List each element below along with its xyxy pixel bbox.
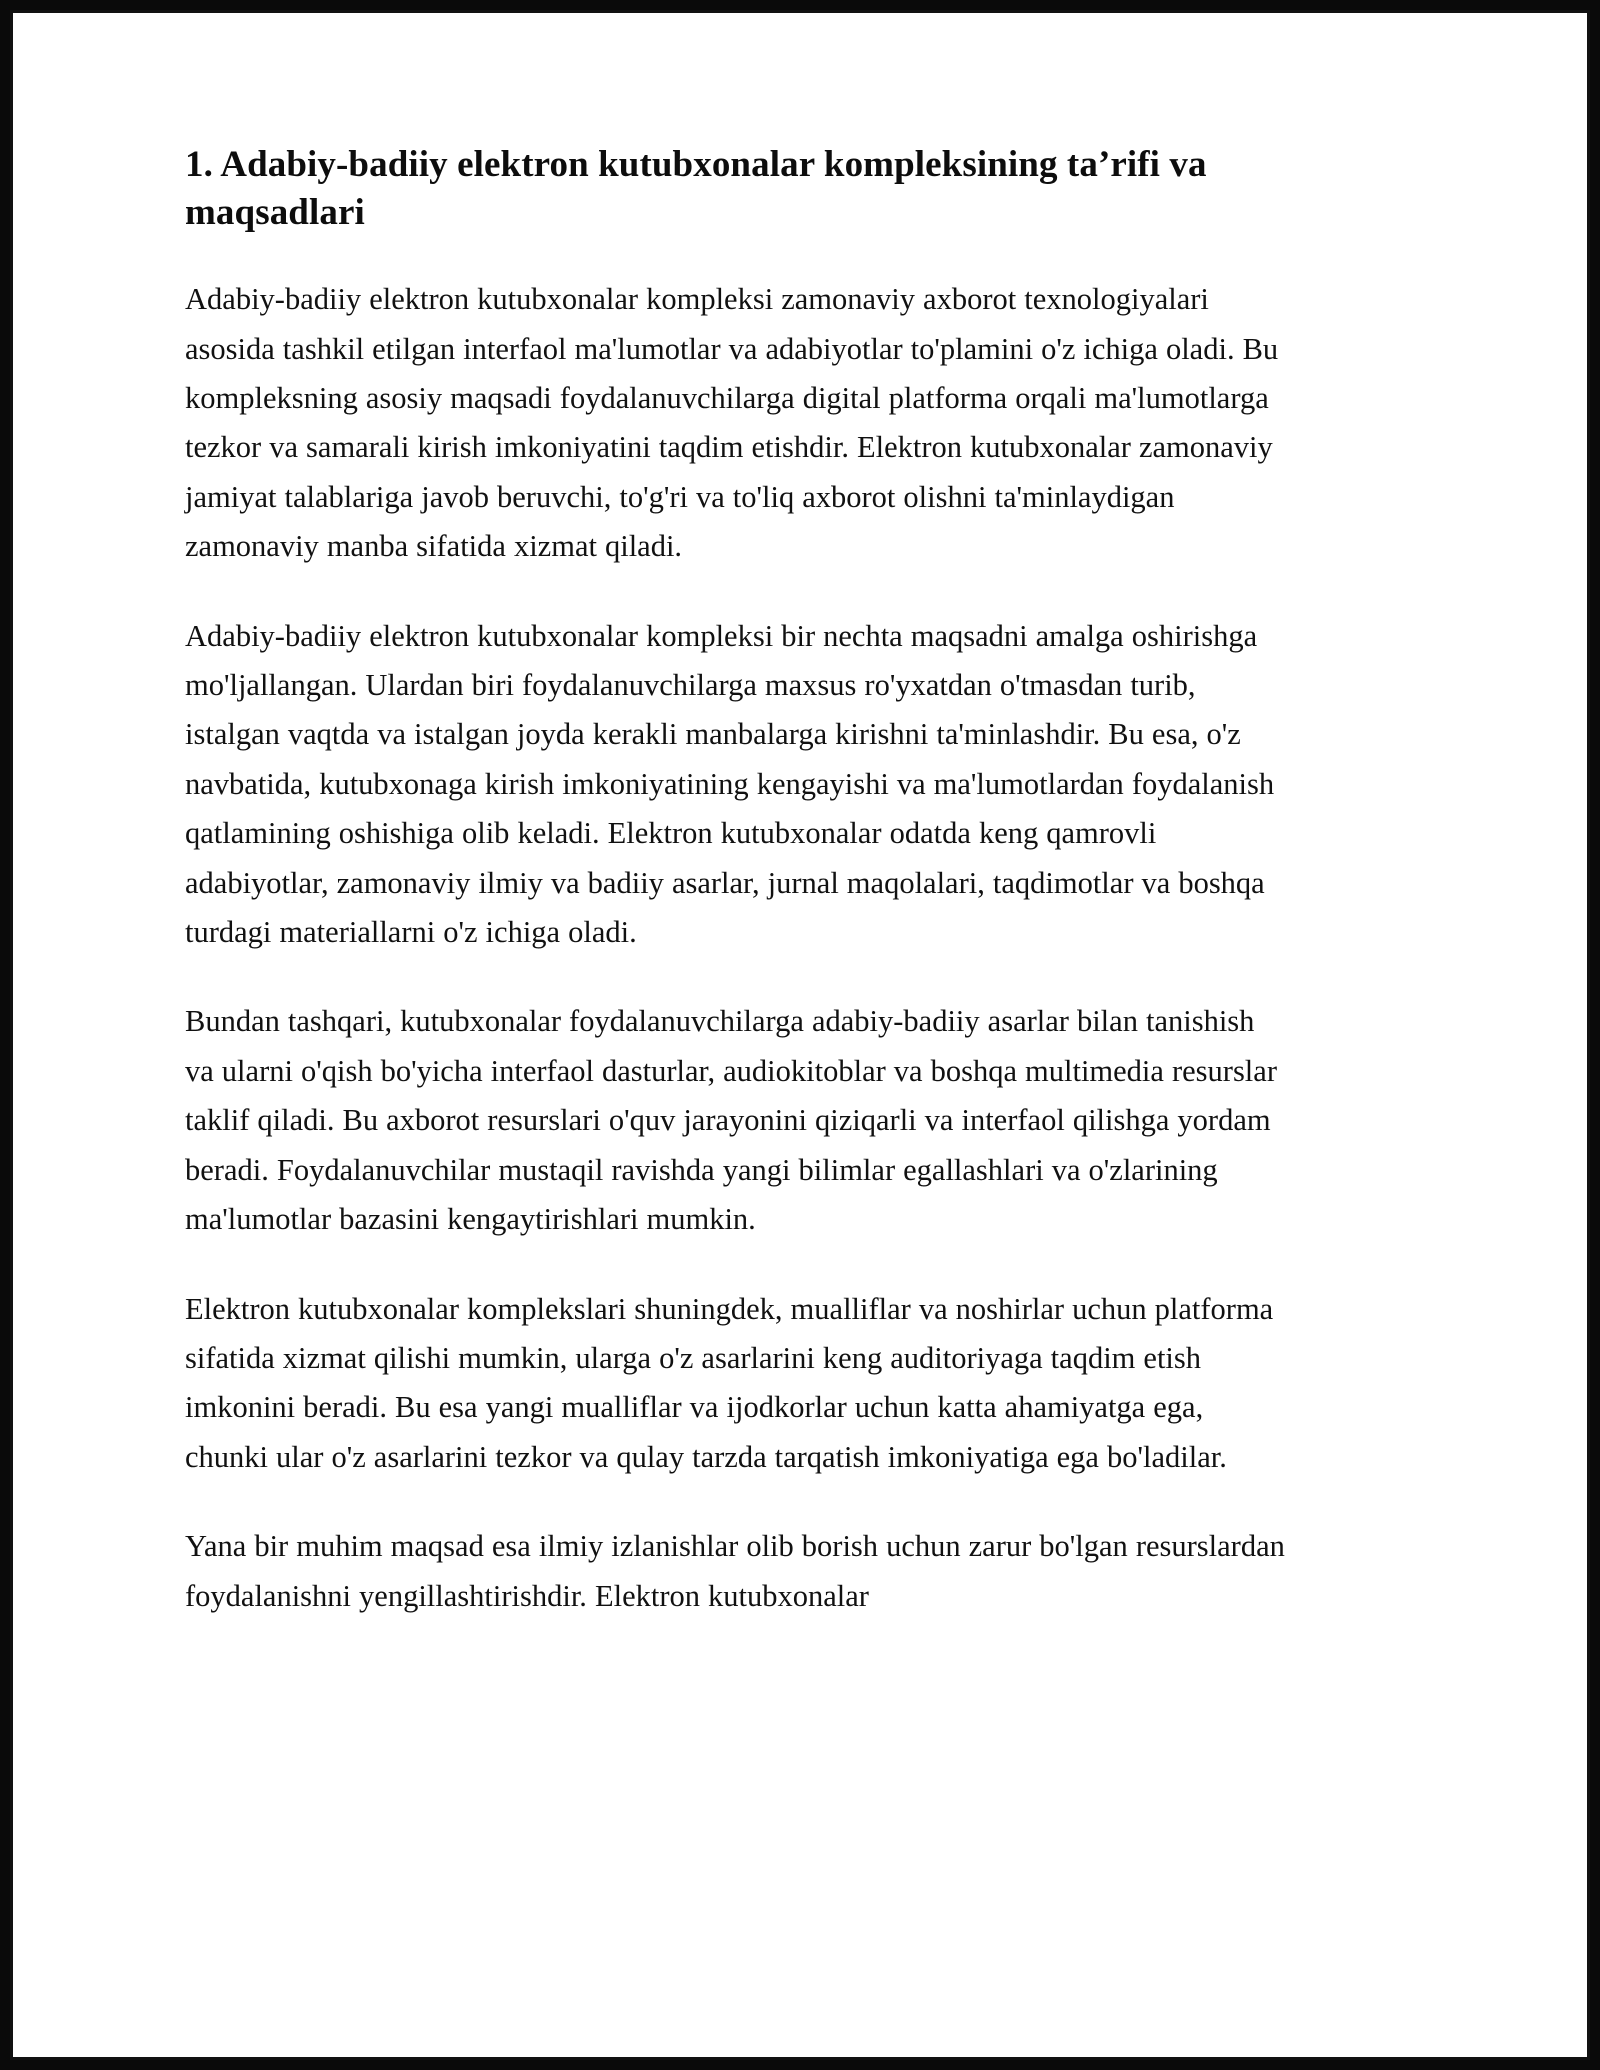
page-title: 1. Adabiy-badiiy elektron kutubxonalar kompleksining ta’rifi va maqsadlari xyxy=(185,144,1207,234)
body-paragraph-4: Elektron kutubxonalar komplekslari shuningdek, mualliflar va noshirlar uchun platforma sifatida xizmat qilishi mumkin, ularga o'z asarlarini keng auditoriyaga taqdim etish imkonini beradi. Bu esa yangi mualliflar va ijodkorlar uchun katta ahamiyatga ega, chunki ular o'z asarlarini tezkor va qulay tarzda tarqatish imkoniyatiga ega bo'ladilar. xyxy=(185,1291,1274,1474)
page-sheet xyxy=(10,10,1590,2060)
document-text-column xyxy=(13,13,1587,2057)
body-paragraph-2: Adabiy-badiiy elektron kutubxonalar kompleksi bir nechta maqsadni amalga oshirishga mo'ljallangan. Ulardan biri foydalanuvchilarga maxsus ro'yxatdan o'tmasdan turib, istalgan vaqtda va istalgan joyda kerakli manbalarga kirishni ta'minlashdir. Bu esa, o'z navbatida, kutubxonaga kirish imkoniyatining kengayishi va ma'lumotlardan foydalanish qatlamining oshishiga olib keladi. Elektron kutubxonalar odatda keng qamrovli adabiyotlar, zamonaviy ilmiy va badiiy asarlar, jurnal maqolalari, taqdimotlar va boshqa turdagi materiallarni o'z ichiga oladi. xyxy=(185,618,1275,950)
body-paragraph-5: Yana bir muhim maqsad esa ilmiy izlanishlar olib borish uchun zarur bo'lgan resurslardan foydalanishni yengillashtirishdir. Elektron kutubxonalar xyxy=(185,1529,1285,1613)
body-paragraph-1: Adabiy-badiiy elektron kutubxonalar kompleksi zamonaviy axborot texnologiyalari asosida tashkil etilgan interfaol ma'lumotlar va adabiyotlar to'plamini o'z ichiga oladi. Bu kompleksning asosiy maqsadi foydalanuvchilarga digital platforma orqali ma'lumotlarga tezkor va samarali kirish imkoniyatini taqdim etishdir. Elektron kutubxonalar zamonaviy jamiyat talablariga javob beruvchi, to'g'ri va to'liq axborot olishni ta'minlaydigan zamonaviy manba sifatida xizmat qiladi. xyxy=(185,282,1279,564)
body-paragraph-3: Bundan tashqari, kutubxonalar foydalanuvchilarga adabiy-badiiy asarlar bilan tanishish va ularni o'qish bo'yicha interfaol dasturlar, audiokitoblar va boshqa multimedia resurslar taklif qiladi. Bu axborot resurslari o'quv jarayonini qiziqarli va interfaol qilishga yordam beradi. Foydalanuvchilar mustaqil ravishda yangi bilimlar egallashlari va o'zlarining ma'lumotlar bazasini kengaytirishlari mumkin. xyxy=(185,1004,1277,1237)
